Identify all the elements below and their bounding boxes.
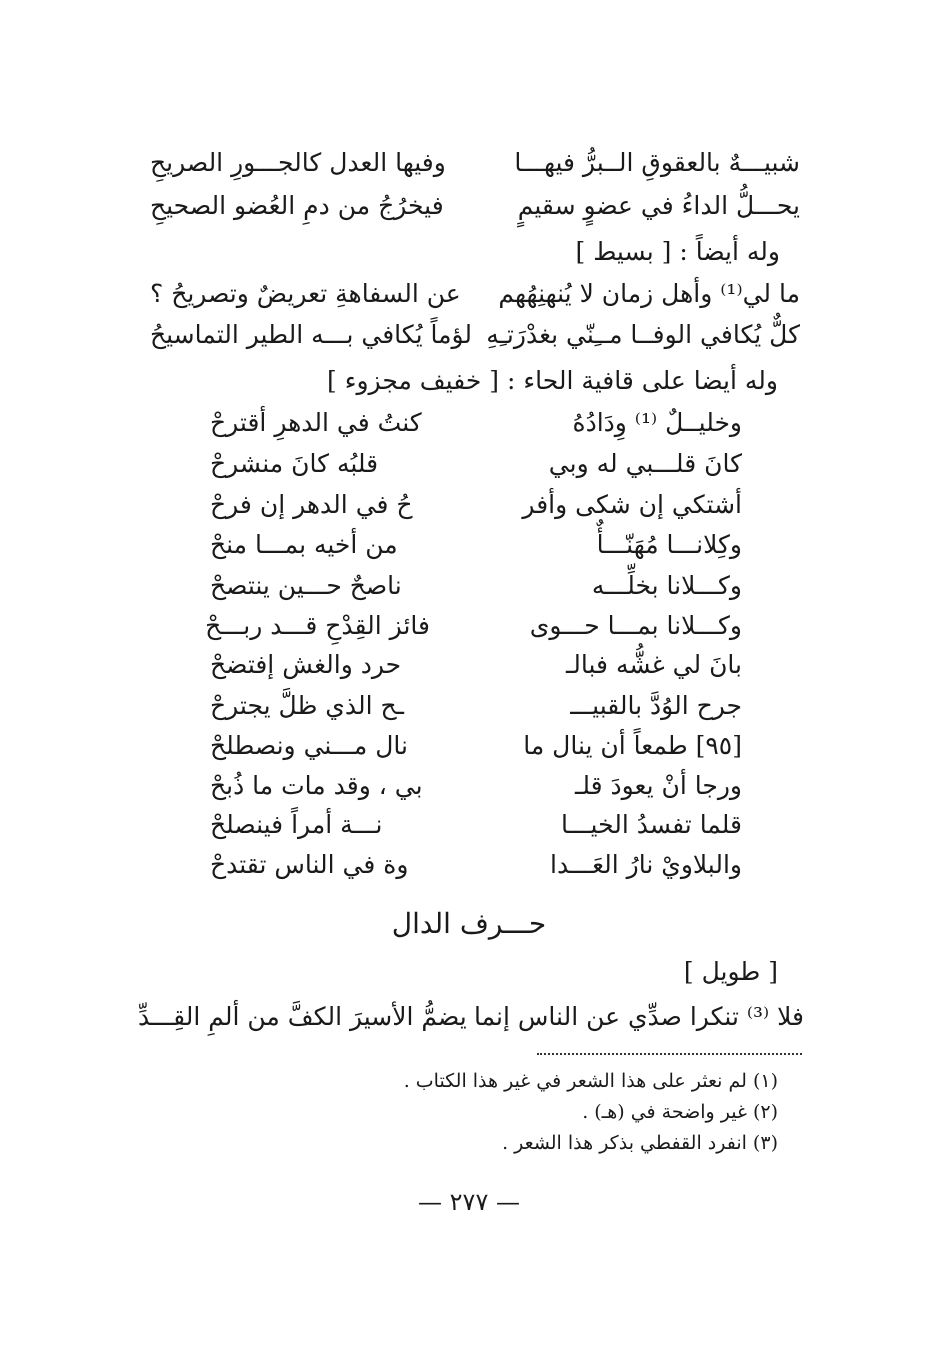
poem1-line1-first-hemistich: شبيـــهٌ بالعقوقِ الــبرُّ فيهـــا <box>514 148 800 177</box>
verse-first-hemistich: قلما تفسدُ الخيـــا <box>560 810 742 839</box>
verse-first-hemistich: ورجا أنْ يعودَ قلـ <box>575 771 742 800</box>
verse-second-hemistich: وة في الناس تقتدحْ <box>210 850 409 879</box>
verse-second-hemistich: حُ في الدهر إن فرحْ <box>210 490 413 519</box>
verse-second-hemistich: بي ، وقد مات ما ذُبحْ <box>210 771 423 800</box>
verse-second-hemistich: ـح الذي ظلَّ يجترحْ <box>210 691 404 720</box>
poem2-line1-second-hemistich: عن السفاهةِ تعريضٌ وتصريحُ ؟ <box>150 279 461 308</box>
verse-first-hemistich: وكـــلانا بمـــا حـــوى <box>529 611 742 640</box>
meter-heading-khafif: وله أيضا على قافية الحاء : [ خفيف مجزوء ] <box>327 366 778 395</box>
footnote-3: (٣) انفرد القفطي بذكر هذا الشعر . <box>502 1132 778 1154</box>
verse-second-hemistich: ناصحٌ حـــين ينتصحْ <box>210 571 402 600</box>
verse-first-hemistich: كانَ قلـــبي له وبي <box>548 449 742 478</box>
meter-heading-basit: وله أيضاً : [ بسيط ] <box>575 237 780 266</box>
verse-first-hemistich: بانَ لي غشُّه فبالـ <box>565 650 742 679</box>
verse-first-hemistich: والبلاويْ نارُ العَـــدا <box>550 850 742 879</box>
verse-second-hemistich: كنتُ في الدهرِ أقترحْ <box>210 408 422 437</box>
verse-first-hemistich: أشتكي إن شكى وأفر <box>522 490 742 519</box>
verse-second-hemistich: حرد والغش إفتضحْ <box>210 650 402 679</box>
verse-first-hemistich: جرح الوُدَّ بالقبيـــ <box>570 691 742 720</box>
poem1-line1-second-hemistich: وفيها العدل كالجـــورِ الصريحِ <box>150 148 446 177</box>
verse-second-hemistich: فائز القِدْحِ قـــد ربـــحْ <box>205 611 430 640</box>
footnote-2: (٢) غير واضحة في (هـ) . <box>582 1101 778 1123</box>
footnote-1: (١) لم نعثر على هذا الشعر في غير هذا الكتاب . <box>403 1070 778 1092</box>
poem4-line1-first-hemistich: فلا ⁽³⁾ تنكرا صدِّي عن الناس إنما <box>473 1002 804 1031</box>
verse-second-hemistich: نـــة أمراً فينصلحْ <box>210 810 383 839</box>
poem2-line2-first-hemistich: كلٌّ يُكافي الوفــا مــِنّي بغدْرَتـِهِ <box>486 320 800 349</box>
poem1-line2-second-hemistich: فيخرُجُ من دمِ العُضو الصحيحِ <box>150 191 444 220</box>
meter-heading-tawil: [ طويل ] <box>683 957 778 986</box>
verse-second-hemistich: من أخيه بمـــا منحْ <box>210 530 398 559</box>
verse-first-hemistich: وكِلانـــا مُهَنّـــأٌ <box>596 530 742 559</box>
verse-second-hemistich: نال مـــني ونصطلحْ <box>210 731 409 760</box>
poem4-line1-second-hemistich: يضمُّ الأسيرَ الكفَّ من ألمِ القِـــدِّ <box>138 1002 467 1031</box>
poem2-line2-second-hemistich: لؤماً يُكافي بـــه الطير التماسيحُ <box>150 320 473 349</box>
page-number: — ٢٧٧ — <box>418 1188 520 1216</box>
verse-first-hemistich: وكـــلانا بخلِّـــه <box>591 571 742 600</box>
poem1-line2-first-hemistich: يحـــلُّ الداءُ في عضوٍ سقيمٍ <box>517 191 800 220</box>
verse-first-hemistich: [٩٥] طمعاً أن ينال ما <box>523 731 742 760</box>
verse-first-hemistich: وخليــلٌ ⁽¹⁾ وِدَادُهُ <box>572 408 742 437</box>
poem2-line1-first-hemistich: ما لي⁽¹⁾ وأهل زمان لا يُنهنِهُهم <box>498 279 800 308</box>
footnote-separator <box>537 1053 802 1055</box>
verse-second-hemistich: قلبُه كانَ منشرحْ <box>210 449 379 478</box>
section-title-dal: حـــرف الدال <box>391 907 547 940</box>
